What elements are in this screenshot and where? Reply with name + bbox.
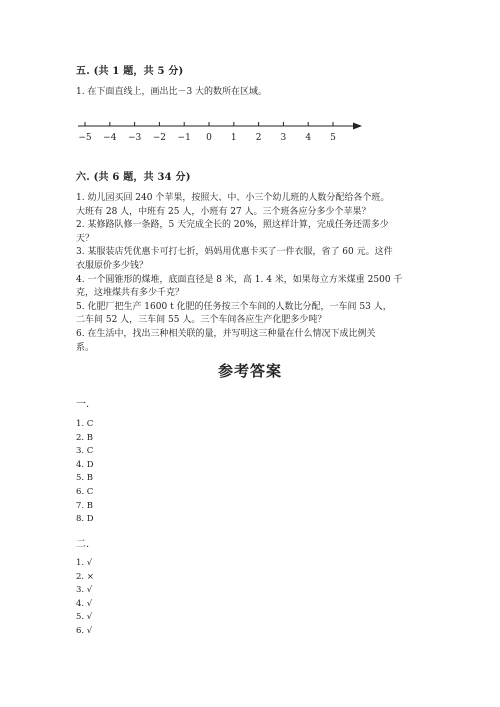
- section-6-title: 六. (共 6 题，共 34 分): [76, 172, 191, 183]
- number-line-label: 1: [230, 133, 237, 143]
- question-line: 天？: [76, 233, 95, 244]
- answer-item: 4. D: [76, 459, 94, 470]
- question-line: 系。: [76, 342, 95, 353]
- number-line-label: 2: [255, 133, 262, 143]
- answers-title: 参考答案: [217, 362, 282, 380]
- number-line-label: −5: [78, 133, 92, 143]
- section-6-questions: [76, 192, 426, 355]
- answer-item: 4. √: [76, 598, 93, 609]
- answer-item: 2. B: [76, 432, 94, 443]
- question-line: 2. 某修路队修一条路，5 天完成全长的 20%，照这样计算，完成任务还需多少: [76, 220, 389, 231]
- section-5-title: 五. (共 1 题，共 5 分): [76, 66, 184, 77]
- number-line-label: −2: [152, 133, 167, 143]
- question-line: 6. 在生活中，找出三种相关联的量，并写明这三种量在什么情况下成比例关: [76, 328, 376, 339]
- answer-item: 1. C: [76, 419, 94, 429]
- number-line-arrow: [353, 123, 362, 130]
- answer-item: 5. B: [76, 473, 94, 484]
- question-line: 5. 化肥厂把生产 1600 t 化肥的任务按三个车间的人数比分配，一车间 53 人，: [76, 301, 392, 312]
- question-line: 大班有 28 人，中班有 25 人，小班有 27 人。三个班各应分多少个苹果？: [76, 206, 371, 217]
- answer-item: 8. D: [76, 514, 94, 525]
- number-line-label: 0: [206, 133, 212, 143]
- number-line-label: −4: [103, 133, 117, 143]
- number-line: [70, 118, 370, 148]
- number-line-label: −3: [127, 133, 142, 143]
- answers-part-2-title: 二.: [76, 539, 90, 550]
- number-line-label: −1: [177, 133, 191, 143]
- answer-item: 7. B: [76, 500, 94, 511]
- answer-item: 3. C: [76, 446, 94, 457]
- number-line-label: 4: [305, 133, 312, 143]
- answer-item: 6. C: [76, 486, 94, 497]
- question-line: 3. 某服装店凭优惠卡可打七折，妈妈用优惠卡买了一件衣服，省了 60 元。这件: [76, 247, 393, 258]
- number-line-label: 5: [330, 133, 336, 143]
- question-line: 克，这堆煤共有多少千克？: [76, 288, 185, 299]
- question-line: 二车间 52 人，三车间 55 人。三个车间各应生产化肥多少吨？: [76, 315, 327, 326]
- answer-item: 5. √: [76, 612, 93, 623]
- question-line: 衣服原价多少钱？: [76, 260, 149, 271]
- answer-item: 3. √: [76, 585, 93, 596]
- answers-part-1-list: [76, 418, 94, 527]
- number-line-label: 3: [280, 133, 287, 143]
- section-5-question: 1. 在下面直线上，画出比－3 大的数所在区域。: [76, 87, 268, 97]
- question-line: 1. 幼儿园买回 240 个苹果，按照大、中、小三个幼儿班的人数分配给各个班。: [76, 193, 390, 203]
- answer-item: 2. ×: [76, 571, 94, 582]
- question-line: 4. 一个圆锥形的煤堆，底面直径是 8 米，高 1. 4 米，如果每立方米煤重 2500 千: [76, 274, 403, 285]
- answer-item: 6. √: [76, 625, 93, 636]
- answers-part-1-title: 一.: [76, 399, 90, 410]
- answers-part-2-list: [76, 557, 94, 639]
- answer-item: 1. √: [76, 558, 93, 568]
